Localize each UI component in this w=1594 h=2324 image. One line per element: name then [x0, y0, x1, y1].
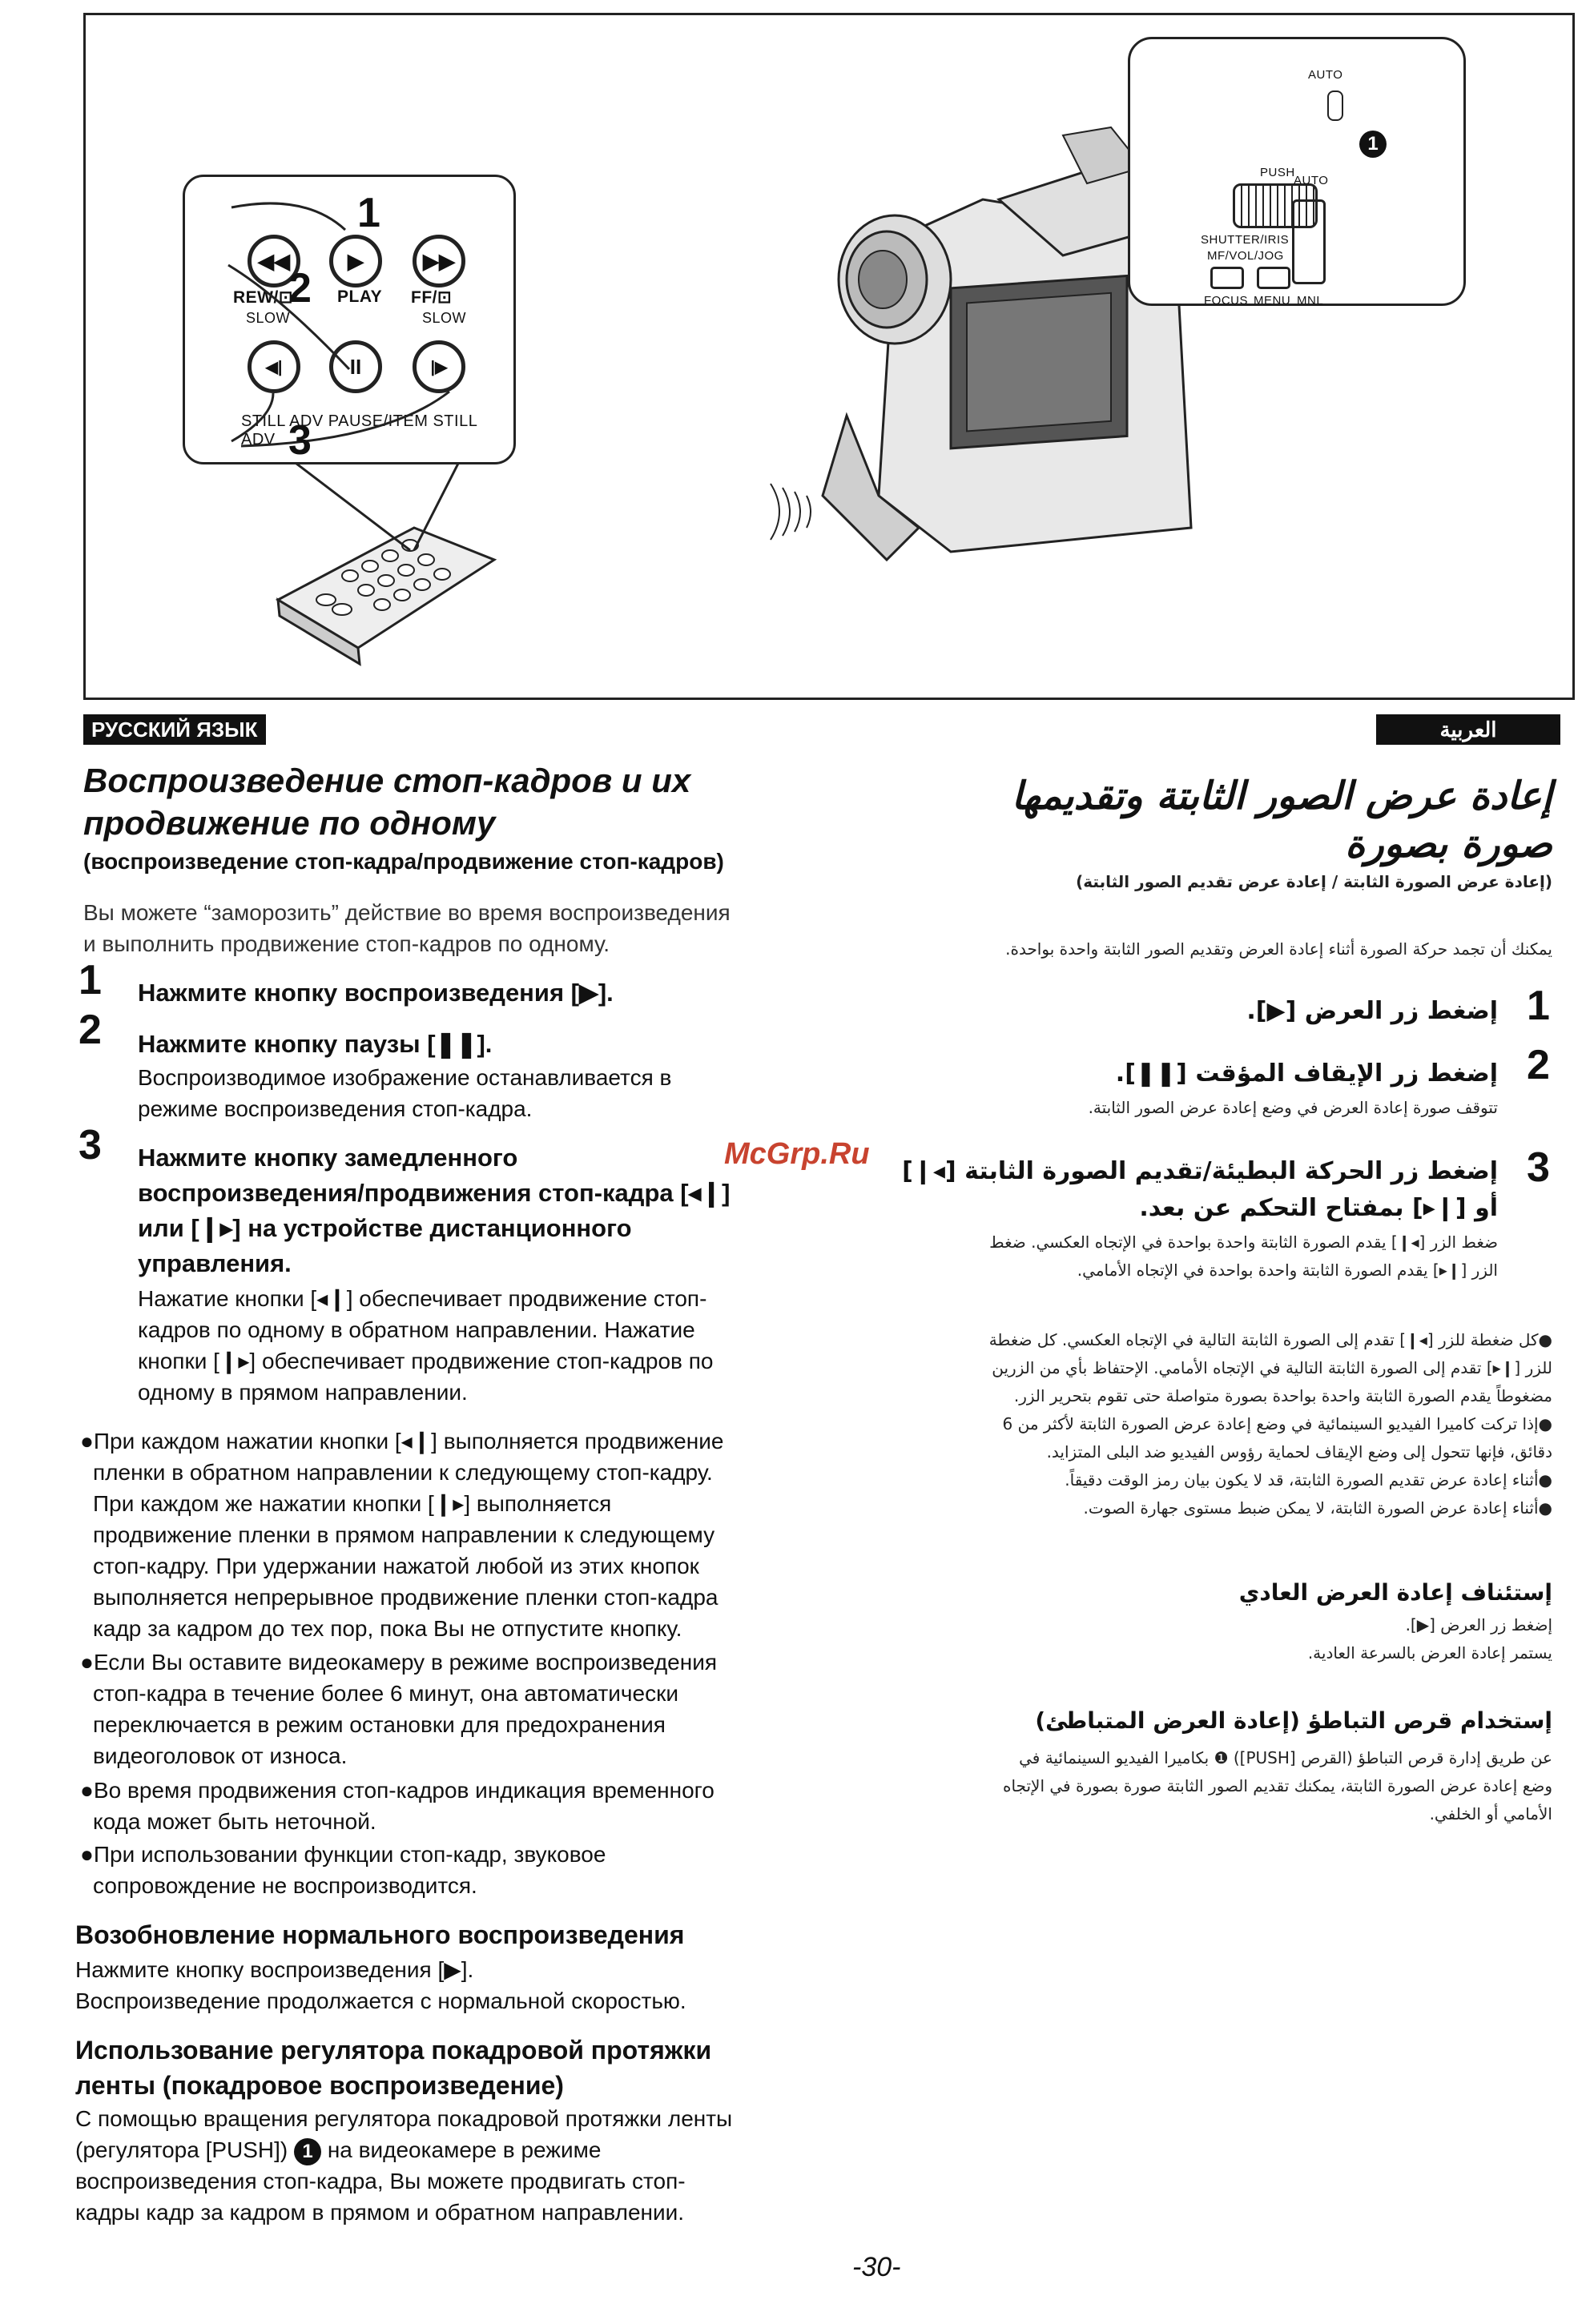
arabic-title: إعادة عرض الصور الثابتة وتقديمها صورة بصورة	[1011, 774, 1552, 866]
callout-lines	[286, 456, 470, 568]
ru-note-2: ●Если Вы оставите видеокамеру в режиме воспроизведения стоп-кадра в течение более 6 минут, она автоматически переключается в режим остановки для предохранения видеоголовок от износа.	[80, 1650, 718, 1768]
russian-subtitle: (воспроизведение стоп-кадра/продвижение стоп-кадров)	[83, 849, 724, 874]
camera-controls-inset	[1128, 37, 1466, 306]
ar-step-2-heading: إضغط زر الإيقاف المؤقت [❚❚].	[1115, 1059, 1498, 1088]
ar-jog-body: عن طريق إدارة قرص التباطؤ (القرص [PUSH]) ❶ بكاميرا الفيديو السينمائية في وضع إعادة عرض الصورة الثابتة، يمكنك تقديم الصور الثابتة صورة بصورة في الإتجاه الأمامي أو الخلفي.	[1003, 1748, 1552, 1823]
auto-side-label: AUTO	[1294, 174, 1329, 187]
ar-step-1-heading: إضغط زر العرض [▶].	[1246, 997, 1498, 1025]
mf-vol-jog-label: MF/VOL/JOG	[1207, 249, 1284, 263]
arabic-language-tag: العربية	[1376, 714, 1560, 745]
mnl-label: MNL	[1297, 294, 1324, 308]
ar-step-2-body: تتوقف صورة إعادة العرض في وضع إعادة عرض الصور الثابتة.	[1088, 1098, 1498, 1117]
ru-note-3: ●Во время продвижения стоп-кадров индикация временного кода может быть неточной.	[80, 1778, 714, 1834]
focus-label: FOCUS	[1204, 294, 1248, 308]
ar-resume-body: إضغط زر العرض [▶]. يستمر إعادة العرض بالسرعة العادية.	[1307, 1615, 1552, 1663]
still-adv-forward-button: |▶	[413, 340, 465, 393]
ar-step-3-heading: إضغط زر الحركة البطيئة/تقديم الصورة الثابتة [◂❙] أو [❙▸] بمفتاح التحكم عن بعد.	[902, 1157, 1498, 1222]
ru-resume-heading: Возобновление нормального воспроизведения	[75, 1920, 685, 1949]
ru-note-4: ●При использовании функции стоп-кадр, звуковое сопровождение не воспроизводится.	[80, 1842, 606, 1898]
ru-step-2-heading: Нажмите кнопку паузы [❚❚].	[138, 1030, 493, 1058]
ru-step-1-number: 1	[78, 957, 102, 1003]
ru-jog-heading: Использование регулятора покадровой протяжки ленты (покадровое воспроизведение)	[75, 2036, 712, 2100]
rewind-button: ◀◀	[248, 235, 300, 287]
step-2-marker: 2	[288, 265, 312, 312]
ar-step-3-body: ضغط الزر [◂❙] يقدم الصورة الثابتة واحدة بواحدة في الإتجاه العكسي. ضغط الزر [❙▸] يقدم الصورة الثابتة واحدة بواحدة في الإتجاه الأمامي.	[989, 1232, 1498, 1280]
ar-step-3-number: 3	[1527, 1144, 1550, 1191]
russian-intro: Вы можете “заморозить” действие во время воспроизведения и выполнить продвижение стоп-кадров по одному.	[83, 900, 731, 956]
watermark: McGrp.Ru	[724, 1137, 870, 1171]
marker-1: 1	[1359, 131, 1387, 158]
arabic-subtitle: (إعادة عرض الصورة الثابتة / إعادة عرض تقديم الصور الثابتة)	[1076, 872, 1552, 891]
ff-label: FF/⊡	[411, 288, 453, 307]
slow-left-label: SLOW	[246, 310, 291, 326]
russian-title: Воспроизведение стоп-кадров и их продвижение по одному	[83, 762, 691, 842]
menu-button-icon	[1257, 267, 1290, 289]
step-1-marker: 1	[357, 190, 380, 236]
rew-label: REW/⊡	[233, 288, 293, 307]
auto-mnl-switch	[1292, 199, 1326, 284]
step-3-marker: 3	[288, 417, 312, 464]
step-arrows	[185, 177, 513, 462]
ru-step-1-heading: Нажмите кнопку воспроизведения [▶].	[138, 979, 614, 1007]
auto-switch-icon	[1327, 90, 1343, 121]
play-label: PLAY	[337, 287, 383, 306]
remote-buttons-panel	[183, 175, 516, 464]
shutter-iris-label: SHUTTER/IRIS	[1201, 233, 1290, 247]
ar-jog-heading: إستخدام قرص التباطؤ (إعادة العرض المتباطئ)	[1035, 1707, 1552, 1734]
fast-forward-button: ▶▶	[413, 235, 465, 287]
ru-step-3-body: Нажатие кнопки [◂❙] обеспечивает продвижение стоп- кадров по одному в обратном направлении. Нажатие кнопки [❙▸] обеспечивает продвижение стоп-кадров по одному в прямом направлении.	[138, 1286, 714, 1405]
ar-notes: ●كل ضغطة للزر [◂❙] تقدم إلى الصورة الثابتة التالية في الإتجاه العكسي. كل ضغطة للزر [❙▸] تقدم إلى الصورة الثابتة التالية في الإتجاه الأمامي. الإحتفاظ بأي من الزرين مضغوطاً يقدم الصورة الثابتة واحدة بواحدة بصورة متواصلة حتى تقوم بتحرير الزر. ●إذا تركت كاميرا الفيديو السينمائية في وضع إعادة عرض الصورة الثابتة لأكثر من 6 دقائق، فإنها تتحول إلى وضع الإيقاف لحماية رؤوس الفيديو ضد البلى المتزايد. ●أثناء إعادة عرض تقديم الصورة الثابتة، قد لا يكون بيان رمز الوقت دقيقاً. ●أثناء إعادة عرض الصورة الثابتة، لا يمكن ضبط مستوى جهارة الصوت.	[988, 1330, 1552, 1518]
ru-jog-body: С помощью вращения регулятора покадровой протяжки ленты (регулятора [PUSH]) 1 на видеокамере в режиме воспроизведения стоп-кадра, Вы можете продвигать стоп- кадры кадр за кадром в прямом и обратном направлении.	[75, 2106, 733, 2225]
play-button: ▶	[329, 235, 382, 287]
ar-step-1-number: 1	[1527, 983, 1550, 1029]
ru-note-1: ●При каждом нажатии кнопки [◂❙] выполняется продвижение пленки в обратном направлении к следующему стоп-кадру. При каждом же нажатии кнопки [❙▸] выполняется продвижение пленки в прямом направлении к следующему стоп-кадру. При удержании нажатой любой из этих кнопок выполняется непрерывное продвижение пленки стоп-кадра кадр за кадром до тех пор, пока Вы не отпустите кнопку.	[80, 1429, 724, 1641]
page-number: -30-	[852, 2252, 901, 2282]
ar-resume-heading: إستئناف إعادة العرض العادي	[1238, 1579, 1552, 1606]
ru-resume-body: Нажмите кнопку воспроизведения [▶]. Воспроизведение продолжается с нормальной скоростью.	[75, 1957, 686, 2013]
focus-button-icon	[1210, 267, 1244, 289]
jog-marker-1: 1	[294, 2138, 321, 2165]
russian-language-tag: РУССКИЙ ЯЗЫК	[83, 714, 266, 745]
still-pause-label: STILL ADV PAUSE/ITEM STILL ADV	[241, 412, 477, 448]
ru-step-2-number: 2	[78, 1007, 102, 1053]
menu-label: MENU	[1254, 294, 1291, 308]
slow-right-label: SLOW	[422, 310, 467, 326]
ru-step-3-heading: Нажмите кнопку замедленного воспроизведения/продвижения стоп-кадра [◂❙] или [❙▸] на устройстве дистанционного управления.	[138, 1144, 731, 1277]
pause-button: II	[329, 340, 382, 393]
ru-step-2-body: Воспроизводимое изображение останавливается в режиме воспроизведения стоп-кадра.	[138, 1065, 672, 1121]
arabic-intro: يمكنك أن تجمد حركة الصورة أثناء إعادة العرض وتقديم الصور الثابتة واحدة بواحدة.	[1005, 939, 1552, 959]
ar-step-2-number: 2	[1527, 1042, 1550, 1088]
auto-top-label: AUTO	[1308, 68, 1343, 82]
still-adv-reverse-button: ◀|	[248, 340, 300, 393]
push-label: PUSH	[1260, 166, 1295, 179]
ru-step-3-number: 3	[78, 1122, 102, 1168]
